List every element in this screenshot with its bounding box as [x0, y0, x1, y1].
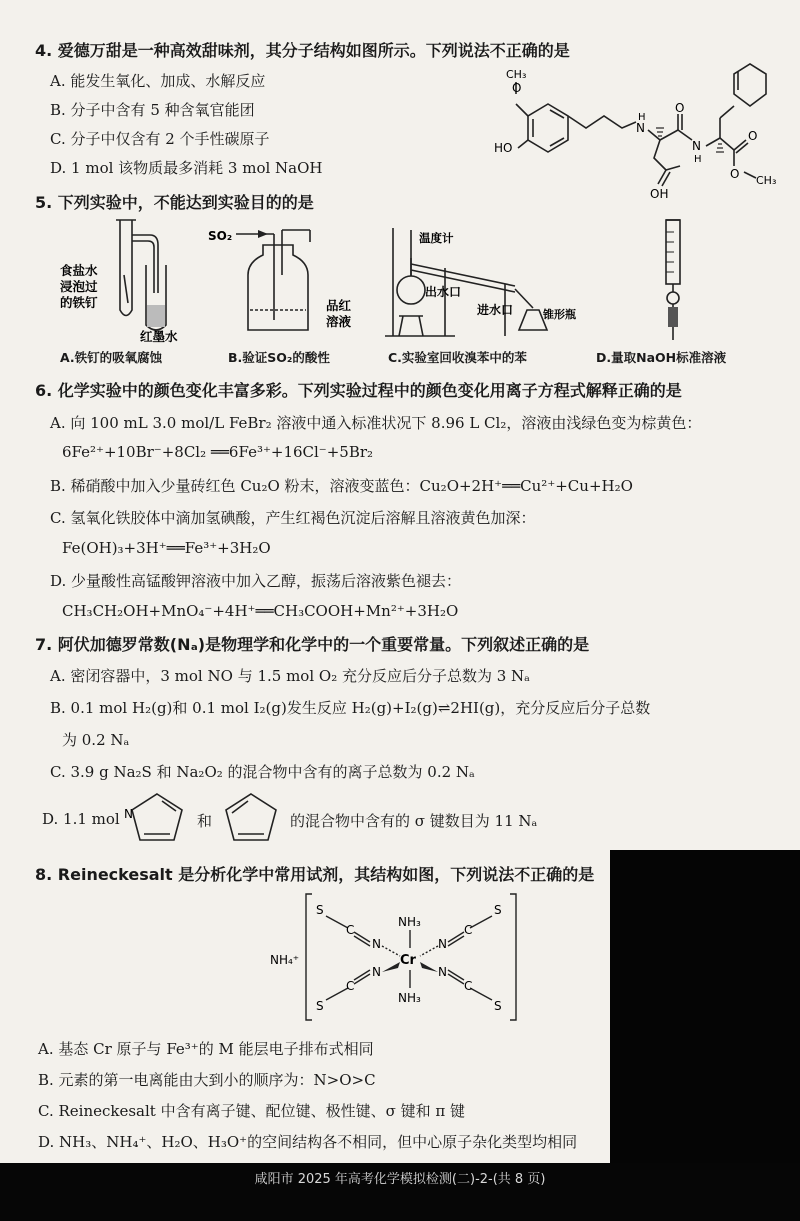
q6-option-d: D. 少量酸性高锰酸钾溶液中加入乙醇，振荡后溶液紫色褪去：	[50, 572, 462, 590]
q5-stem: 5. 下列实验中，不能达到实验目的的是	[35, 193, 314, 212]
struct-nh3-top: NH₃	[398, 915, 421, 929]
caption-c: C.实验室回收溴苯中的苯	[388, 350, 527, 365]
mol-o3: O	[730, 167, 740, 181]
mol-n1: N	[636, 121, 645, 135]
struct-n-tr: N	[438, 937, 447, 951]
apparatus-a	[60, 215, 200, 345]
struct-s-br: S	[494, 999, 502, 1013]
mol-o1: O	[675, 101, 685, 115]
q4-option-b: B. 分子中含有 5 种含氧官能团	[50, 101, 255, 119]
q6-equation-a: 6Fe²⁺+10Br⁻+8Cl₂ ══6Fe³⁺+16Cl⁻+5Br₂	[62, 443, 374, 461]
q6-equation-d: CH₃CH₂OH+MnO₄⁻+4H⁺══CH₃COOH+Mn²⁺+3H₂O	[62, 602, 459, 620]
struct-n-br: N	[438, 965, 447, 979]
q6-stem: 6. 化学实验中的颜色变化丰富多彩。下列实验过程中的颜色变化用离子方程式解释正确的是	[35, 381, 682, 400]
q4-option-c: C. 分子中仅含有 2 个手性碳原子	[50, 130, 270, 148]
struct-c-bl: C	[346, 979, 355, 993]
struct-nh4: NH₄⁺	[270, 953, 300, 967]
label-salt-water: 食盐水	[60, 263, 98, 278]
pyrrole-n: N	[124, 807, 133, 821]
mol-ho: HO	[494, 141, 513, 155]
mol-o-methoxy: O	[512, 81, 522, 95]
label-iron-nail: 的铁钉	[60, 295, 98, 310]
caption-b: B.验证SO₂的酸性	[228, 350, 330, 365]
struct-cr: Cr	[400, 953, 416, 968]
caption-a: A.铁钉的吸氧腐蚀	[60, 350, 163, 365]
struct-nh3-bottom: NH₃	[398, 991, 421, 1005]
q7-option-b: B. 0.1 mol H₂(g)和 0.1 mol I₂(g)发生反应 H₂(g)+I₂(g)⇌2HI(g)，充分反应后分子总数	[50, 699, 651, 717]
q8-option-b: B. 元素的第一电离能由大到小的顺序为：N>O>C	[38, 1071, 376, 1089]
mol-ch3-top: CH₃	[506, 68, 527, 81]
apparatus-b	[208, 220, 378, 345]
label-soaked: 浸泡过	[60, 279, 98, 294]
label-thermometer: 温度计	[419, 231, 454, 245]
footer-text: 咸阳市 2025 年高考化学模拟检测(二)-2-(共 8 页)	[254, 1172, 546, 1187]
mol-n2: N	[692, 139, 701, 153]
q4-stem: 4. 爱德万甜是一种高效甜味剂，其分子结构如图所示。下列说法不正确的是	[35, 41, 570, 60]
q8-stem: 8. Reineckesalt 是分析化学中常用试剂，其结构如图，下列说法不正确的是	[35, 865, 595, 884]
struct-c-tl: C	[346, 923, 355, 937]
struct-s-tl: S	[316, 903, 324, 917]
label-water-outlet: 出水口	[425, 285, 462, 299]
struct-s-bl: S	[316, 999, 324, 1013]
struct-n-tl: N	[372, 937, 381, 951]
mol-ch3-bottom: CH₃	[756, 174, 777, 187]
struct-s-tr: S	[494, 903, 502, 917]
apparatus-c	[385, 218, 595, 346]
label-solution: 溶液	[326, 314, 352, 329]
reineckesalt-structure	[270, 888, 540, 1026]
q6-option-c: C. 氢氧化铁胶体中滴加氢碘酸，产生红褐色沉淀后溶解且溶液黄色加深：	[50, 509, 536, 527]
q7-option-a: A. 密闭容器中，3 mol NO 与 1.5 mol O₂ 充分反应后分子总数为 3 Nₐ	[50, 667, 530, 685]
label-conical-flask: 锥形瓶	[543, 308, 576, 321]
q6-option-a: A. 向 100 mL 3.0 mol/L FeBr₂ 溶液中通入标准状况下 8.96 L Cl₂，溶液由浅绿色变为棕黄色：	[50, 414, 702, 432]
label-magenta: 品红	[326, 298, 352, 313]
q7-option-c: C. 3.9 g Na₂S 和 Na₂O₂ 的混合物中含有的离子总数为 0.2 Nₐ	[50, 763, 475, 781]
q7-option-d-right: 的混合物中含有的 σ 键数目为 11 Nₐ	[290, 812, 538, 830]
pyrrole-ring	[122, 788, 192, 850]
mol-oh: OH	[650, 187, 669, 201]
q7-option-d-left: D. 1.1 mol	[42, 810, 120, 828]
redaction-block	[610, 850, 800, 1165]
q8-option-d: D. NH₃、NH₄⁺、H₂O、H₃O⁺的空间结构各不相同，但中心原子杂化类型均相同	[38, 1133, 578, 1151]
q4-option-a: A. 能发生氧化、加成、水解反应	[50, 72, 266, 90]
advantame-structure	[488, 52, 788, 207]
struct-c-br: C	[464, 979, 473, 993]
mol-h1: H	[638, 112, 646, 123]
struct-c-tr: C	[464, 923, 473, 937]
cyclopentadiene-ring	[216, 788, 286, 850]
caption-d: D.量取NaOH标准溶液	[596, 350, 727, 365]
label-so2: SO₂	[208, 229, 233, 243]
label-red-ink: 红墨水	[140, 329, 178, 344]
q8-option-c: C. Reineckesalt 中含有离子键、配位键、极性键、σ 键和 π 键	[38, 1102, 465, 1120]
q7-option-b-cont: 为 0.2 Nₐ	[62, 731, 130, 749]
struct-n-bl: N	[372, 965, 381, 979]
q8-option-a: A. 基态 Cr 原子与 Fe³⁺的 M 能层电子排布式相同	[38, 1040, 374, 1058]
apparatus-d	[640, 212, 710, 347]
q4-option-d: D. 1 mol 该物质最多消耗 3 mol NaOH	[50, 159, 323, 177]
q6-option-b: B. 稀硝酸中加入少量砖红色 Cu₂O 粉末，溶液变蓝色：Cu₂O+2H⁺══Cu²⁺+Cu+H₂O	[50, 477, 633, 495]
label-water-inlet: 进水口	[477, 303, 514, 317]
mol-h2: H	[694, 154, 702, 165]
q7-option-d-and: 和	[197, 812, 213, 830]
mol-o2: O	[748, 129, 758, 143]
q6-equation-c: Fe(OH)₃+3H⁺══Fe³⁺+3H₂O	[62, 539, 271, 557]
q7-stem: 7. 阿伏加德罗常数(Nₐ)是物理学和化学中的一个重要常量。下列叙述正确的是	[35, 635, 590, 654]
